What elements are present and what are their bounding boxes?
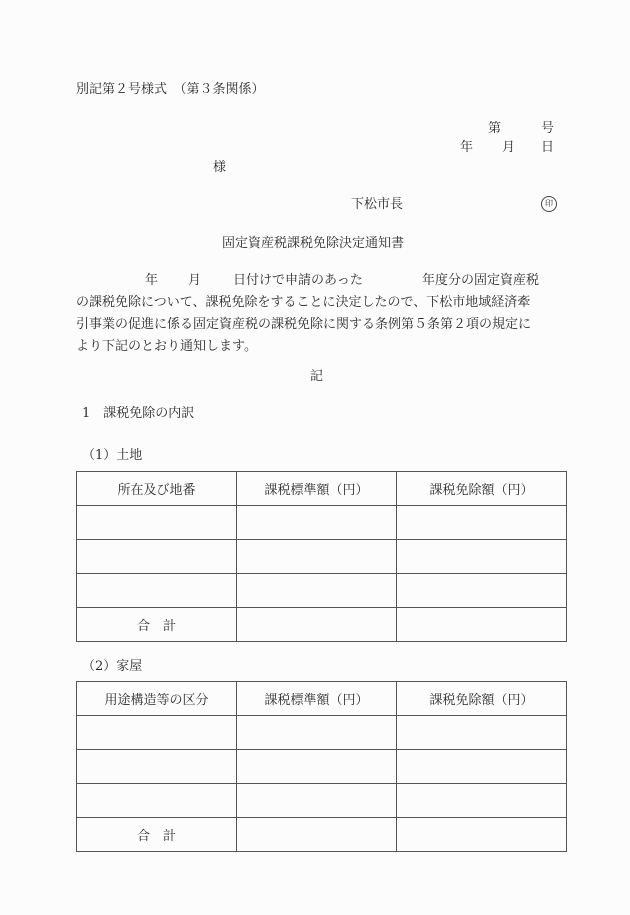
body-line-2: の課税免除について、課税免除をすることに決定したので、下松市地域経済牽 — [76, 295, 531, 310]
table-cell — [77, 574, 237, 608]
body-year: 年 — [145, 273, 159, 288]
addressee-suffix: 様 — [213, 160, 227, 175]
body-fiscal-year-text: 年度分の固定資産税 — [422, 273, 540, 288]
body-paragraph — [76, 270, 566, 358]
column-header: 用途構造等の区分 — [77, 682, 237, 716]
table-cell — [397, 574, 567, 608]
column-header: 所在及び地番 — [77, 472, 237, 506]
table-cell — [237, 608, 397, 642]
column-header: 課税免除額（円） — [397, 472, 567, 506]
issuer-name: 下松市長 — [351, 197, 404, 212]
body-line-3: 引事業の促進に係る固定資産税の課税免除に関する条例第５条第２項の規定に — [76, 317, 532, 332]
seal-icon — [541, 196, 557, 212]
table-header-row — [77, 472, 567, 506]
table-cell — [237, 574, 397, 608]
table-cell — [397, 716, 567, 750]
house-subheading: （2）家屋 — [82, 659, 143, 674]
body-line-4: より下記のとおり通知します。 — [76, 339, 257, 354]
table-cell — [237, 818, 397, 852]
table-cell — [397, 540, 567, 574]
table-row — [77, 574, 567, 608]
date-year: 年 — [460, 140, 474, 155]
table-row — [77, 540, 567, 574]
table-row — [77, 750, 567, 784]
land-subheading: （1）土地 — [82, 448, 143, 463]
table-cell — [77, 750, 237, 784]
date-day: 日 — [541, 140, 555, 155]
table-cell — [397, 818, 567, 852]
table-cell — [397, 784, 567, 818]
table-cell — [77, 506, 237, 540]
document-title: 固定資産税課税免除決定通知書 — [222, 236, 405, 251]
total-label: 合 計 — [77, 818, 237, 852]
form-number: 別記第２号様式 （第３条関係） — [76, 82, 265, 97]
section-heading: 1 課税免除の内訳 — [82, 406, 195, 421]
number-suffix: 号 — [541, 121, 555, 136]
table-cell — [237, 716, 397, 750]
column-header: 課税標準額（円） — [237, 472, 397, 506]
seal-text: 印 — [545, 199, 553, 208]
ki-heading: 記 — [310, 369, 324, 384]
table-cell — [77, 716, 237, 750]
total-row — [77, 608, 567, 642]
table-row — [77, 784, 567, 818]
body-month: 月 — [188, 273, 202, 288]
table-row — [77, 716, 567, 750]
body-day-text: 日付けで申請のあった — [233, 273, 363, 288]
table-cell — [237, 506, 397, 540]
total-row — [77, 818, 567, 852]
body-line-1 — [76, 270, 566, 292]
total-label: 合 計 — [77, 608, 237, 642]
table-cell — [397, 506, 567, 540]
date-month: 月 — [502, 140, 516, 155]
column-header: 課税免除額（円） — [397, 682, 567, 716]
table-cell — [77, 540, 237, 574]
table-cell — [237, 540, 397, 574]
table-header-row — [77, 682, 567, 716]
number-prefix: 第 — [488, 121, 502, 136]
table-row — [77, 506, 567, 540]
table-cell — [397, 750, 567, 784]
table-cell — [397, 608, 567, 642]
column-header: 課税標準額（円） — [237, 682, 397, 716]
house-table — [76, 681, 567, 852]
table-cell — [77, 784, 237, 818]
land-table — [76, 471, 567, 642]
table-cell — [237, 750, 397, 784]
table-cell — [237, 784, 397, 818]
